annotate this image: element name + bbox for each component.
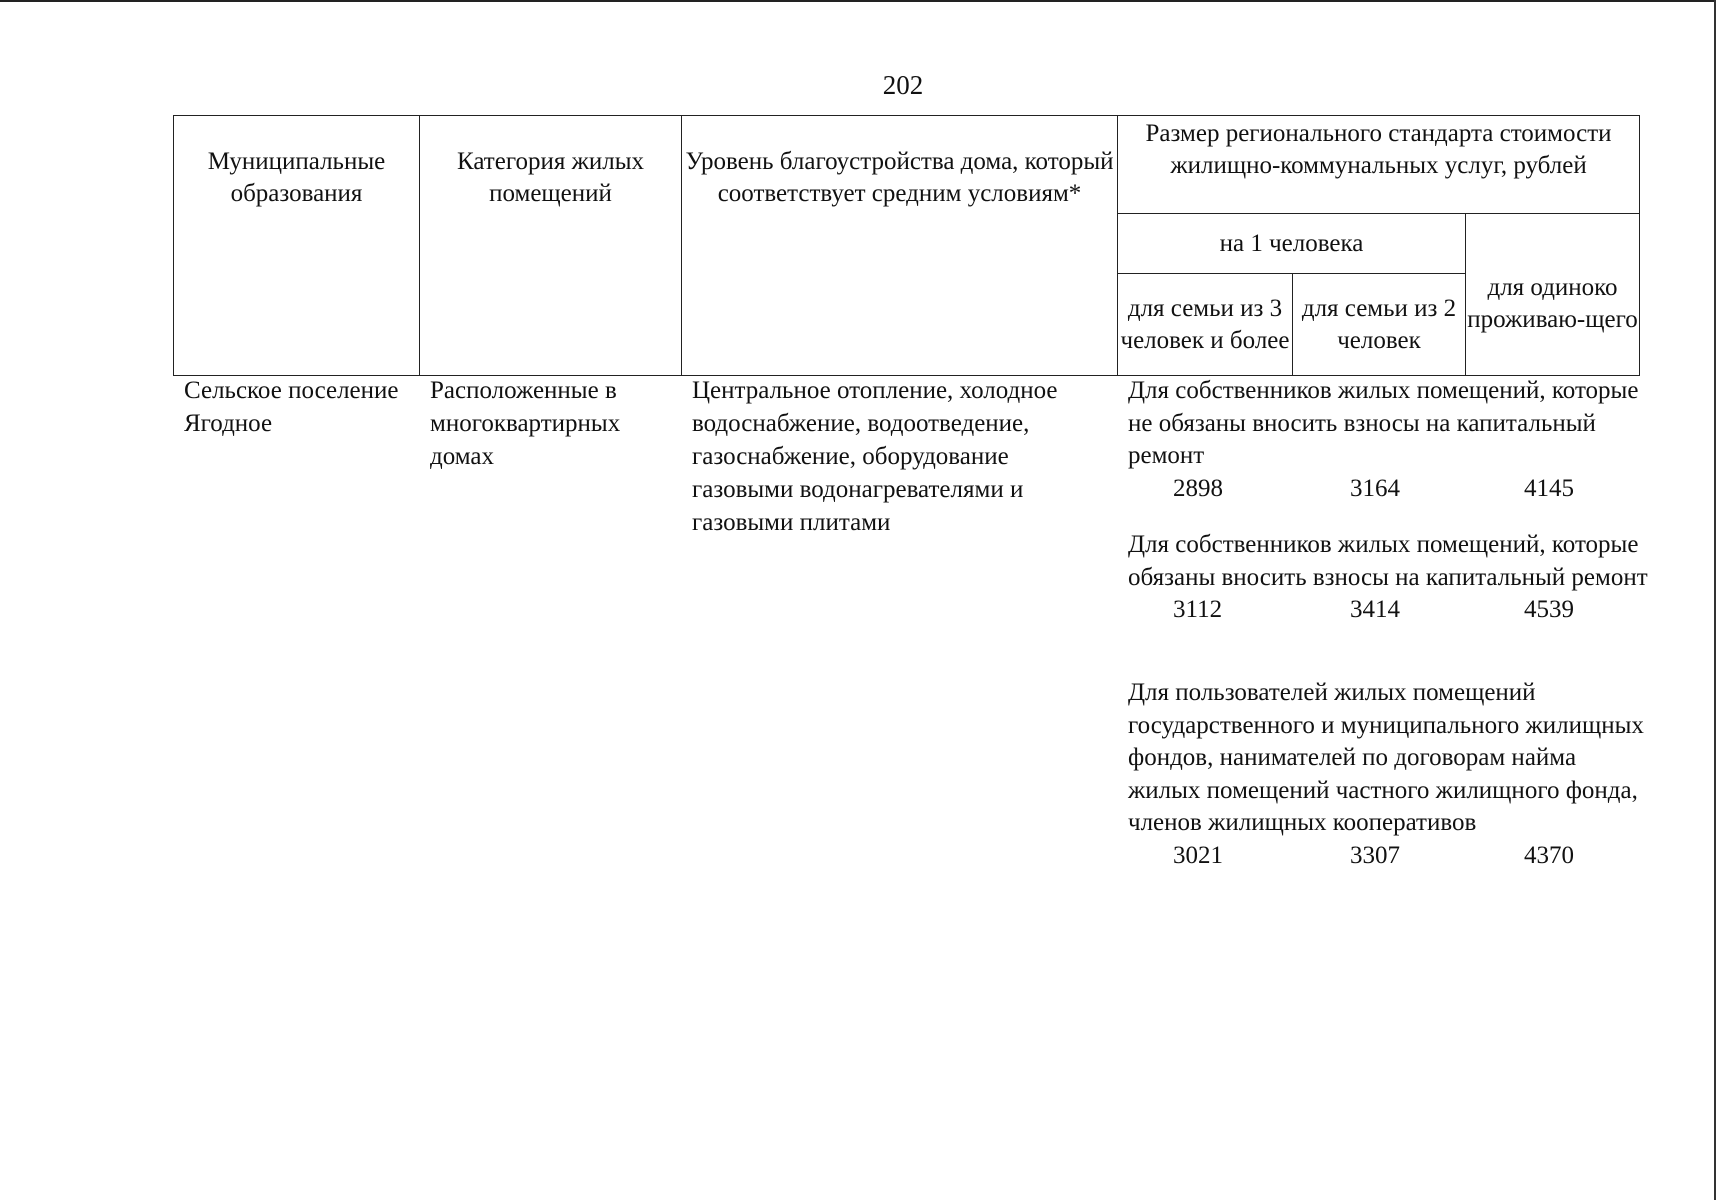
value-single: 4539: [1524, 596, 1574, 623]
row-municipal: Сельское поселение Ягодное: [184, 377, 399, 437]
value-family3: 3112: [1173, 596, 1223, 623]
value-family3: 2898: [1173, 474, 1223, 502]
header-size: Размер регионального стандарта стоимости жилищно-коммунальных услуг, рублей: [1118, 116, 1640, 214]
rate-group-2: [1128, 529, 1648, 627]
header-municipal: Муниципальные образования: [174, 116, 420, 376]
scan-edge-top: [0, 0, 1716, 2]
header-level-line2: соответствует средним условиям*: [717, 180, 1082, 207]
value-single: 4370: [1524, 841, 1574, 869]
row-level: Центральное отопление, холодное водоснабжение, водоотведение, газоснабжение, оборудование газовыми водонагревателями и газовыми плитами: [692, 377, 1058, 536]
header-level-line1: Уровень благоустройства дома, который: [685, 148, 1114, 175]
value-family3: 3021: [1173, 841, 1223, 869]
value-single: 4145: [1524, 474, 1574, 502]
page-number: 202: [882, 70, 924, 100]
rate-group-label: Для собственников жилых помещений, которые не обязаны вносить взносы на капитальный ремонт: [1128, 377, 1639, 469]
header-single: для одиноко проживаю-щего: [1466, 214, 1640, 376]
rate-values-row: [1128, 594, 1648, 627]
value-family2: 3414: [1350, 596, 1400, 623]
header-family3: для семьи из 3 человек и более: [1118, 274, 1293, 376]
header-per-person: на 1 человека: [1118, 214, 1466, 274]
header-table: [173, 115, 1640, 376]
header-family2: для семьи из 2 человек: [1293, 274, 1466, 376]
header-category: Категория жилых помещений: [420, 116, 682, 376]
rate-values-row: [1128, 840, 1648, 873]
rate-group-1: [1128, 375, 1648, 506]
rate-group-label: Для собственников жилых помещений, которые обязаны вносить взносы на капитальный ремонт: [1128, 531, 1648, 591]
value-family2: 3307: [1350, 841, 1400, 869]
value-family2: 3164: [1350, 474, 1400, 502]
row-category: Расположенные в многоквартирных домах: [430, 377, 621, 470]
rate-group-3: [1128, 677, 1648, 873]
header-level: [682, 116, 1118, 376]
rate-values-row: [1128, 473, 1648, 506]
rate-group-label: Для пользователей жилых помещений государственного и муниципального жилищных фондов, нанимателей по договорам найма жилых помещений частного жилищного фонда, членов жилищных кооперативов: [1128, 679, 1644, 836]
